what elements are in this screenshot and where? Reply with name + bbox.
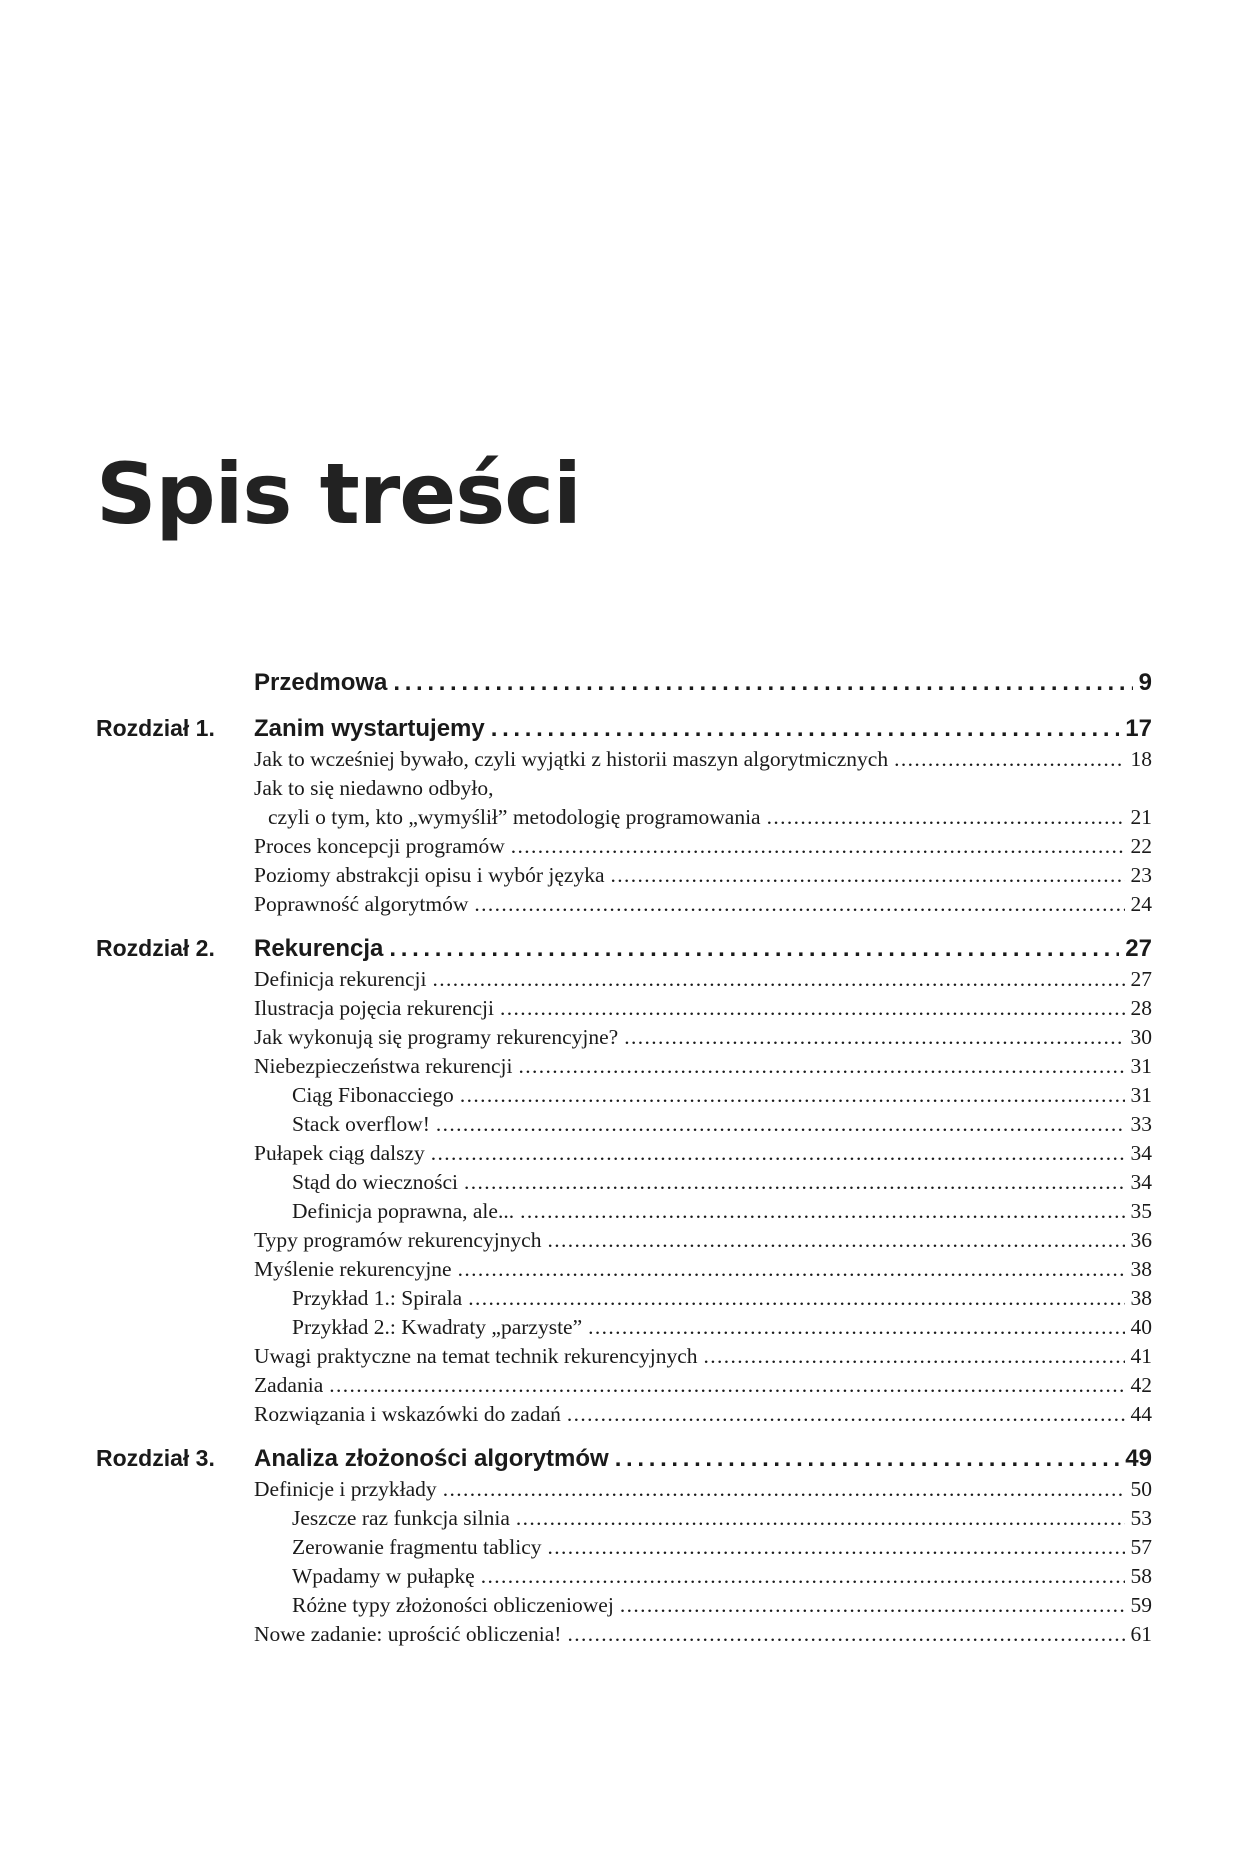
toc-entry[interactable] — [254, 832, 1152, 861]
entry-page: 41 — [1130, 1344, 1152, 1368]
entry-title: Proces koncepcji programów — [254, 834, 505, 858]
toc-entry[interactable] — [254, 965, 1152, 994]
toc-entry[interactable] — [254, 994, 1152, 1023]
dot-leader — [481, 1562, 1125, 1591]
entry-page: 23 — [1130, 863, 1152, 887]
dot-leader — [588, 1313, 1124, 1342]
chapter-label: Rozdział 3. — [96, 1445, 215, 1471]
entry-page: 59 — [1130, 1593, 1152, 1617]
heading-title: Rekurencja — [254, 935, 384, 962]
entry-page: 50 — [1130, 1477, 1152, 1501]
heading-title: Przedmowa — [254, 669, 388, 696]
toc-entry[interactable] — [254, 803, 1152, 832]
entry-page: 33 — [1130, 1112, 1152, 1136]
dot-leader — [436, 1110, 1125, 1139]
entry-title: Jeszcze raz funkcja silnia — [292, 1506, 510, 1530]
toc-chapter-2 — [96, 932, 1152, 1429]
toc-chapter-3 — [96, 1442, 1152, 1649]
dot-leader — [624, 1023, 1124, 1052]
toc-entry[interactable] — [254, 1139, 1152, 1168]
entry-title: Zadania — [254, 1373, 324, 1397]
entry-title: Ilustracja pojęcia rekurencji — [254, 996, 494, 1020]
heading-page: 27 — [1125, 935, 1152, 962]
entry-title: Nowe zadanie: uprościć obliczenia! — [254, 1622, 562, 1646]
heading-title: Zanim wystartujemy — [254, 715, 485, 742]
entry-title: Różne typy złożoności obliczeniowej — [292, 1593, 614, 1617]
entry-title: Stąd do wieczności — [292, 1170, 458, 1194]
toc-entry[interactable] — [254, 745, 1152, 774]
entry-page: 36 — [1130, 1228, 1152, 1252]
entry-page: 31 — [1130, 1054, 1152, 1078]
entry-page: 61 — [1130, 1622, 1152, 1646]
entry-page: 57 — [1130, 1535, 1152, 1559]
dot-leader — [518, 1052, 1124, 1081]
dot-leader — [520, 1197, 1124, 1226]
entry-title: Niebezpieczeństwa rekurencji — [254, 1054, 513, 1078]
entry-title: Zerowanie fragmentu tablicy — [292, 1535, 542, 1559]
chapter-label: Rozdział 2. — [96, 935, 215, 961]
toc-chapter-1 — [96, 712, 1152, 919]
toc-entry[interactable] — [254, 774, 1152, 803]
toc-entry[interactable] — [254, 890, 1152, 919]
dot-leader — [474, 890, 1124, 919]
entry-page: 30 — [1130, 1025, 1152, 1049]
entry-page: 22 — [1130, 834, 1152, 858]
toc-entry[interactable] — [254, 1226, 1152, 1255]
entry-page: 58 — [1130, 1564, 1152, 1588]
entry-title: Stack overflow! — [292, 1112, 430, 1136]
entry-page: 40 — [1130, 1315, 1152, 1339]
entry-title: Typy programów rekurencyjnych — [254, 1228, 542, 1252]
dot-leader — [431, 1139, 1125, 1168]
toc-heading[interactable] — [254, 1442, 1152, 1475]
toc-entry[interactable] — [254, 1400, 1152, 1429]
toc-heading[interactable] — [254, 666, 1152, 699]
dot-leader — [567, 1620, 1124, 1649]
entry-page: 34 — [1130, 1170, 1152, 1194]
entry-title: Definicja poprawna, ale... — [292, 1199, 515, 1223]
entry-title: Ciąg Fibonacciego — [292, 1083, 454, 1107]
entry-title: czyli o tym, kto „wymyślił” metodologię programowania — [268, 805, 761, 829]
dot-leader — [704, 1342, 1125, 1371]
page-title: Spis treści — [96, 445, 581, 543]
chapter-label: Rozdział 1. — [96, 715, 215, 741]
entry-title: Przykład 1.: Spirala — [292, 1286, 463, 1310]
entry-title: Rozwiązania i wskazówki do zadań — [254, 1402, 561, 1426]
entry-page: 24 — [1130, 892, 1152, 916]
heading-page: 9 — [1138, 669, 1152, 696]
dot-leader — [620, 1591, 1125, 1620]
dot-leader — [433, 965, 1125, 994]
entry-title: Uwagi praktyczne na temat technik rekurencyjnych — [254, 1344, 698, 1368]
dot-leader — [491, 712, 1120, 745]
dot-leader — [767, 803, 1125, 832]
dot-leader — [329, 1371, 1124, 1400]
entry-page: 18 — [1130, 747, 1152, 771]
toc-entry[interactable] — [254, 1052, 1152, 1081]
entry-title: Myślenie rekurencyjne — [254, 1257, 452, 1281]
toc-entry[interactable] — [254, 1023, 1152, 1052]
toc-subentry[interactable] — [254, 1284, 1152, 1313]
entry-title: Jak to się niedawno odbyło, — [254, 776, 494, 800]
toc-subentry[interactable] — [254, 1081, 1152, 1110]
entry-page: 31 — [1130, 1083, 1152, 1107]
entry-title: Jak wykonują się programy rekurencyjne? — [254, 1025, 619, 1049]
heading-title: Analiza złożoności algorytmów — [254, 1445, 609, 1472]
entry-title: Przykład 2.: Kwadraty „parzyste” — [292, 1315, 583, 1339]
entry-title: Pułapek ciąg dalszy — [254, 1141, 425, 1165]
dot-leader — [393, 666, 1132, 699]
toc-heading[interactable] — [254, 932, 1152, 965]
entry-title: Jak to wcześniej bywało, czyli wyjątki z historii maszyn algorytmicznych — [254, 747, 889, 771]
entry-page: 27 — [1130, 967, 1152, 991]
toc-preface — [96, 666, 1152, 699]
dot-leader — [511, 832, 1125, 861]
dot-leader — [547, 1226, 1124, 1255]
entry-page: 35 — [1130, 1199, 1152, 1223]
toc-subentry[interactable] — [254, 1110, 1152, 1139]
toc-entry[interactable] — [254, 1371, 1152, 1400]
toc-subentry[interactable] — [254, 1533, 1152, 1562]
entry-title: Definicje i przykłady — [254, 1477, 437, 1501]
dot-leader — [567, 1400, 1125, 1429]
entry-title: Poprawność algorytmów — [254, 892, 469, 916]
entry-page: 53 — [1130, 1506, 1152, 1530]
dot-leader — [468, 1284, 1124, 1313]
toc-subentry[interactable] — [254, 1562, 1152, 1591]
entry-title: Wpadamy w pułapkę — [292, 1564, 475, 1588]
entry-page: 28 — [1130, 996, 1152, 1020]
table-of-contents — [96, 666, 1152, 1662]
dot-leader — [615, 1442, 1120, 1475]
toc-entry[interactable] — [254, 1342, 1152, 1371]
dot-leader — [464, 1168, 1125, 1197]
dot-leader — [389, 932, 1119, 965]
entry-page: 38 — [1130, 1286, 1152, 1310]
toc-entry[interactable] — [254, 1475, 1152, 1504]
heading-page: 49 — [1125, 1445, 1152, 1472]
dot-leader — [443, 1475, 1125, 1504]
entry-page: 42 — [1130, 1373, 1152, 1397]
heading-page: 17 — [1125, 715, 1152, 742]
toc-entry[interactable] — [254, 861, 1152, 890]
entry-page: 38 — [1130, 1257, 1152, 1281]
dot-leader — [458, 1255, 1125, 1284]
toc-subentry[interactable] — [254, 1504, 1152, 1533]
entry-page: 44 — [1130, 1402, 1152, 1426]
toc-heading[interactable] — [254, 712, 1152, 745]
entry-page: 34 — [1130, 1141, 1152, 1165]
toc-subentry[interactable] — [254, 1168, 1152, 1197]
toc-subentry[interactable] — [254, 1313, 1152, 1342]
dot-leader — [611, 861, 1125, 890]
toc-subentry[interactable] — [254, 1197, 1152, 1226]
dot-leader — [894, 745, 1124, 774]
entry-title: Definicja rekurencji — [254, 967, 427, 991]
toc-entry[interactable] — [254, 1255, 1152, 1284]
dot-leader — [548, 1533, 1125, 1562]
entry-title: Poziomy abstrakcji opisu i wybór języka — [254, 863, 605, 887]
dot-leader — [460, 1081, 1125, 1110]
dot-leader — [516, 1504, 1125, 1533]
dot-leader — [500, 994, 1125, 1023]
toc-subentry[interactable] — [254, 1591, 1152, 1620]
toc-entry[interactable] — [254, 1620, 1152, 1649]
entry-page: 21 — [1130, 805, 1152, 829]
